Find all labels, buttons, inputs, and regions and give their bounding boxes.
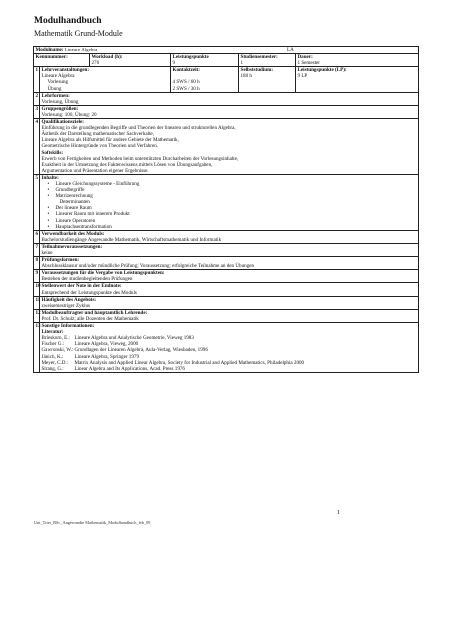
section-cell — [40, 270, 419, 283]
section-text: keine — [41, 250, 53, 256]
qualifikation-text: Einführung in die grundlegenden Begriffe und Theorien der linearen und strukturellen Algebra, — [41, 125, 236, 132]
section-row-6 — [34, 230, 419, 243]
inhalte-item: • Matrizenrechnung — [56, 193, 417, 199]
lv-label: Lehrveranstaltungen: — [41, 67, 90, 74]
qualifikation-cell — [40, 119, 419, 175]
section-text: Bestehen der studienbegleitenden Prüfungen — [41, 276, 133, 283]
semester-label: Studiensemester: — [240, 54, 278, 61]
section-cell — [40, 257, 419, 270]
kennnummer-label: Kennnummer: — [35, 54, 68, 61]
section-row-8 — [34, 257, 419, 270]
section-label: Verwendbarkeit des Moduls: — [41, 230, 105, 237]
qualifikation-text: Ästhetik der Darstellung mathematischer Sachverhalte, — [41, 131, 154, 138]
section-text: zweisemestriger Zyklus — [41, 302, 91, 309]
literature-entry — [42, 366, 417, 372]
workload-label: Workload (h): — [91, 54, 123, 61]
section-text: Abschlussklausur und/oder mündliche Prüfung; Voraussetzung: erfolgreiche Teilnahme an den Übungen — [41, 263, 255, 270]
literature-title: Lineare Algebra und Analytische Geometrie, Vieweg 1983 — [74, 335, 194, 342]
qualifikation-text: Lineare Algebra als Hilfsmittel für andere Gebiete der Mathematik, — [41, 137, 179, 144]
row-1-lehrveranstaltungen — [34, 67, 419, 92]
section-text: Vorlesung: 100, Übung: 20 — [41, 111, 97, 118]
row-number: 11 — [34, 296, 40, 309]
section-row-3 — [34, 105, 419, 118]
literature-author: Fischer G.: — [41, 341, 65, 348]
section-label: Teilnahmevoraussetzungen: — [41, 243, 103, 250]
selbst-label: Selbststudium: — [240, 67, 274, 74]
row-number: 12 — [34, 309, 40, 322]
section-label: Modulbeauftragter und hauptamtlich Lehrende: — [41, 309, 148, 316]
literature-author: Brieskorn, E.: — [41, 335, 70, 342]
dauer-value: 1 Semester — [297, 60, 320, 67]
page-footer: Uni_Trier_BSc_Angewandte Mathematik_Modulhandbuch_feb_09 — [34, 520, 151, 525]
kontakt-line: 4 SWS / 60 h — [172, 79, 200, 86]
row-number: 10 — [34, 283, 40, 296]
page-number: 1 — [337, 510, 340, 516]
section-text: Vorlesung, Übung — [41, 98, 79, 105]
document-subtitle: Mathematik Grund-Module — [34, 29, 123, 38]
section-label: Stellenwert der Note in der Endnote: — [41, 283, 122, 290]
workload-value: 270 — [91, 60, 100, 67]
literature-author: Strang, G.: — [41, 365, 64, 372]
softskills-label: Softskills: — [41, 149, 64, 156]
row-number: 8 — [34, 257, 40, 270]
qualifikation-label: Qualifikationsziele: — [41, 119, 84, 126]
kontakt-label: Kontaktzeit: — [172, 67, 200, 74]
inhalte-item: • Hauptachsentransformation — [56, 224, 417, 230]
literature-author: Gawronski, W.: — [41, 347, 74, 354]
section-label: Lehrformen: — [41, 92, 70, 99]
section-cell — [40, 243, 419, 256]
module-table-body — [34, 47, 419, 373]
row-number: 2 — [34, 92, 40, 105]
section-text: Prof. Dr. Schulz; alle Dozenten der Mathematik — [41, 315, 139, 322]
section-row-9 — [34, 270, 419, 283]
row-13-sonstige — [34, 323, 419, 373]
literatur-label: Literatur: — [41, 329, 64, 336]
module-name-row — [34, 47, 419, 54]
section-row-7 — [34, 243, 419, 256]
section-label: Häufigkeit des Angebots: — [41, 296, 97, 303]
section-label: Prüfungsformen: — [41, 257, 80, 264]
document-title: Modulhandbuch — [34, 16, 102, 26]
inhalte-item: • Lineare Operatoren — [56, 218, 417, 224]
sonstige-label: Sonstige Informationen: — [41, 323, 95, 330]
row-number: 5 — [34, 174, 40, 230]
row-4-qualifikationsziele — [34, 119, 419, 175]
row-number: 9 — [34, 270, 40, 283]
selbst-value: 180 h — [240, 73, 252, 80]
inhalte-item: • Lineare Gleichungssysteme - Einführung — [56, 181, 417, 187]
inhalte-item: • Grundbegriffe — [56, 187, 417, 193]
literature-title: Linear Algebra and Its Applications, Acad. Press 1976 — [74, 365, 185, 372]
lp-total-value: 9 LP — [297, 73, 308, 80]
section-cell — [40, 92, 419, 105]
semester-value: 1 — [240, 60, 244, 67]
inhalte-item: • Der lineare Raum — [56, 205, 417, 211]
module-name-label: Modulname: — [35, 47, 64, 53]
row-number: 7 — [34, 243, 40, 256]
inhalte-item: • Linearer Raum mit innerem Produkt — [56, 211, 417, 217]
lp-value: 9 — [172, 60, 176, 67]
section-text: Bachelorstudiengänge Angewandte Mathematik, Wirtschaftsmathematik und Informatik — [41, 236, 222, 243]
literature-title: Lineare Algebra, Springer 1979 — [74, 353, 139, 360]
literature-title: Lineare Algebra, Vieweg, 2000 — [74, 341, 139, 348]
row-number: 13 — [34, 323, 40, 373]
section-row-10 — [34, 283, 419, 296]
lv-line: Lineare Algebra — [41, 73, 75, 80]
row-number: 3 — [34, 105, 40, 118]
row-number: 1 — [34, 67, 40, 92]
section-label: Voraussetzungen für die Vergabe von Leistungspunkten: — [41, 270, 165, 277]
row-5-inhalte — [34, 174, 419, 230]
kontakt-line: 2 SWS / 30 h — [172, 85, 200, 92]
inhalte-label: Inhalte: — [41, 174, 59, 181]
dauer-label: Dauer: — [297, 54, 313, 61]
literature-author: Meyer, C.D.: — [41, 359, 69, 366]
section-cell — [40, 230, 419, 243]
lv-line: Übung — [47, 85, 62, 92]
section-text: Entsprechend der Leistungspunkte des Moduls — [41, 289, 137, 296]
row-number: 4 — [34, 119, 40, 175]
section-row-12 — [34, 309, 419, 322]
row-number: 6 — [34, 230, 40, 243]
module-code: LA — [287, 47, 294, 53]
literature-author: Jänich, K.: — [41, 353, 64, 360]
softskills-text: Argumentation und Präsentation eigener Ergebnisse. — [41, 167, 149, 174]
lp-label: Leistungspunkte — [172, 54, 209, 61]
lv-line: Vorlesung — [47, 79, 69, 86]
section-cell — [40, 105, 419, 118]
inhalte-item: Determinanten — [59, 199, 90, 206]
lp-total-label: Leistungspunkte (LP): — [297, 67, 347, 74]
section-row-11 — [34, 296, 419, 309]
softskills-text: Erwerb von Fertigkeiten und Methoden beim unterstützten Durcharbeiten der Vorlesungsinhalte, — [41, 155, 239, 162]
literature-title: Matrix Analysis and Applied Linear Algebra, Society for Industrial and Applied Mathematics, Philadelphia 2000 — [74, 359, 305, 366]
literature-title: Grundlagen der Linearen Algebra, Aula-Verlag, Wiesbaden, 1996 — [74, 347, 208, 354]
module-table — [33, 46, 419, 373]
qualifikation-text: Geometrische Hintergründe von Theorien und Verfahren. — [41, 143, 159, 150]
softskills-text: Exaktheit in der Umsetzung des Faktenwissens mittels Lösen von Übungsaufgaben, — [41, 161, 213, 168]
inhalte-list — [42, 181, 417, 230]
section-row-2 — [34, 92, 419, 105]
module-header-row — [34, 54, 419, 67]
section-label: Gruppengrößen: — [41, 105, 79, 112]
section-cell — [40, 309, 419, 322]
section-cell — [40, 283, 419, 296]
module-name-value: Lineare Algebra — [64, 47, 98, 52]
section-cell — [40, 296, 419, 309]
